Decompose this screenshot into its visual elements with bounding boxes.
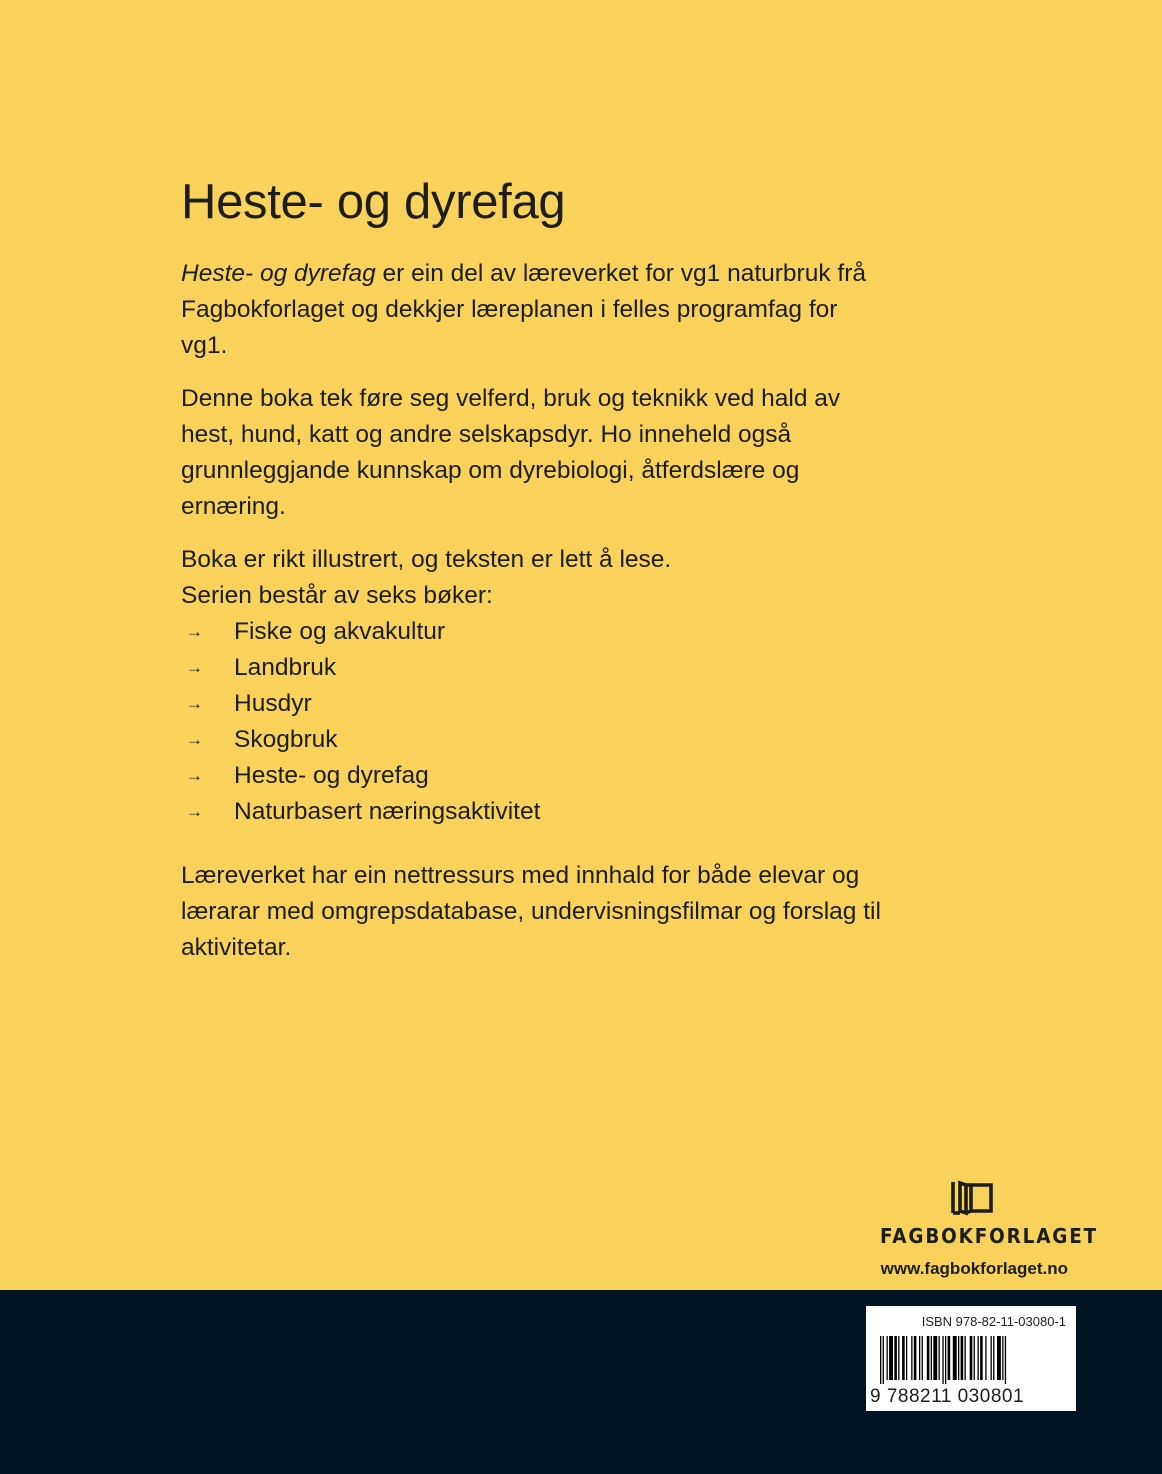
arrow-right-icon: → xyxy=(186,658,203,677)
publisher-logo xyxy=(872,1180,1099,1248)
list-item xyxy=(181,794,881,830)
barcode-digits: 9 788211 030801 xyxy=(870,1386,1025,1407)
series-list xyxy=(181,614,881,830)
list-item xyxy=(181,758,881,794)
blurb xyxy=(181,256,881,966)
arrow-right-icon: → xyxy=(186,694,203,713)
series-item-label: Naturbasert næringsaktivitet xyxy=(234,798,541,825)
publisher-name: FAGBOKFORLAGET xyxy=(880,1224,1099,1248)
publisher-url: www.fagbokforlaget.no xyxy=(880,1259,1068,1278)
series-item-label: Heste- og dyrefag xyxy=(234,762,429,789)
description-paragraph: Denne boka tek føre seg velferd, bruk og teknikk ved hald av hest, hund, katt og andre selskapsdyr. Ho inneheld også grunnleggjande kunnskap om dyrebiologi, åtferdslære og ernæring. xyxy=(181,385,841,520)
arrow-right-icon: → xyxy=(186,802,203,821)
arrow-right-icon: → xyxy=(186,730,203,749)
series-item-label: Skogbruk xyxy=(234,726,338,753)
series-item-label: Husdyr xyxy=(234,690,312,717)
barcode-icon xyxy=(880,1336,1060,1384)
list-item xyxy=(181,614,881,650)
series-item-label: Fiske og akvakultur xyxy=(234,618,446,645)
arrow-right-icon: → xyxy=(186,766,203,785)
series-item-label: Landbruk xyxy=(234,654,337,681)
book-title: Heste- og dyrefag xyxy=(181,175,566,229)
list-item xyxy=(181,686,881,722)
resource-paragraph: Læreverket har ein nettressurs med innhald for både elevar og lærarar med omgrepsdatabase, undervisningsfilmar og forslag til aktivitetar. xyxy=(181,862,881,961)
list-item xyxy=(181,722,881,758)
arrow-right-icon: → xyxy=(186,622,203,641)
isbn-number: ISBN 978-82-11-03080-1 xyxy=(921,1314,1066,1329)
intro-text: er ein del av læreverket for vg1 naturbruk frå Fagbokforlaget og dekkjer læreplanen i felles programfag for vg1. xyxy=(181,260,866,359)
list-item xyxy=(181,650,881,686)
series-intro: Serien består av seks bøker: xyxy=(181,582,493,609)
illustration-note: Boka er rikt illustrert, og teksten er lett å lese. xyxy=(181,546,672,573)
book-logo-icon xyxy=(950,1180,994,1216)
italic-book-title: Heste- og dyrefag xyxy=(181,260,376,287)
barcode-label xyxy=(866,1306,1076,1411)
intro-paragraph xyxy=(181,256,881,364)
